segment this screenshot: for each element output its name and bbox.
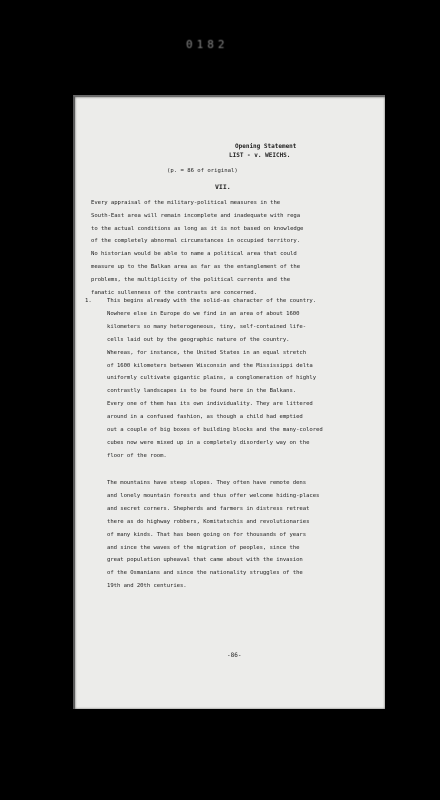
text-line: Every one of them has its own individuality. They are littered <box>107 401 313 408</box>
text-line: great population upheaval that came about with the invasion <box>107 557 303 564</box>
header-case-name: LIST - v. WEICHS. <box>229 152 291 159</box>
page-number: -86- <box>227 652 242 659</box>
text-line: kilometers so many heterogeneous, tiny, self-contained life- <box>107 323 307 330</box>
text-line: cubes now were mixed up in a completely disorderly way on the <box>107 439 310 446</box>
microfilm-frame-number: 0182 <box>186 38 229 51</box>
text-line: cells laid out by the geographic nature of the country. <box>107 336 290 343</box>
text-line: floor of the room. <box>107 452 167 459</box>
document-page <box>73 95 385 709</box>
text-line: of many kinds. That has been going on for thousands of years <box>107 531 307 538</box>
text-line: and secret corners. Shepherds and farmers in distress retreat <box>107 505 310 512</box>
text-line: No historian would be able to name a political area that could <box>91 251 297 258</box>
section-heading: VII. <box>215 183 231 191</box>
text-line: of the Osmanians and since the nationality struggles of the <box>107 570 303 577</box>
text-line: South-East area will remain incomplete and inadequate with rega <box>91 212 301 219</box>
text-line: there as do highway robbers, Komitatschis and revolutionaries <box>107 518 310 525</box>
header-opening-statement: Opening Statement <box>235 143 297 150</box>
text-line: of the completely abnormal circumstances in occupied territory. <box>91 238 301 245</box>
text-line: Every appraisal of the military-political measures in the <box>91 200 281 206</box>
text-line: fanatic sullenness of the contrasts are concerned. <box>91 289 257 296</box>
document-text-area <box>87 97 379 709</box>
text-line: problems, the multiplicity of the political currents and the <box>91 276 291 283</box>
original-page-reference: (p. = 86 of original) <box>167 168 238 174</box>
text-line: measure up to the Balkan area as far as the entanglement of the <box>91 264 301 270</box>
text-line: Nowhere else in Europe do we find in an area of about 1600 <box>107 310 300 317</box>
text-line: This begins already with the solid-as character of the country. <box>107 298 317 304</box>
text-line: of 1600 kilometers between Wisconsin and the Mississippi delta <box>107 362 313 369</box>
text-line: The mountains have steep slopes. They often have remote dens <box>107 480 307 486</box>
text-line: and lonely mountain forests and thus offer welcome hiding-places <box>107 492 320 499</box>
text-line: uniformly cultivate gigantic plains, a conglomeration of highly <box>107 375 317 382</box>
item-number: 1. <box>85 298 92 304</box>
text-line: 19th and 20th centuries. <box>107 583 187 590</box>
text-line: and since the waves of the migration of peoples, since the <box>107 544 300 551</box>
text-line: Whereas, for instance, the United States in an equal stretch <box>107 349 307 356</box>
text-line: contrastly landscapes is to be found here in the Balkans. <box>107 388 297 395</box>
text-line: to the actual conditions as long as it is not based on knowledge <box>91 225 304 232</box>
text-line: out a couple of big boxes of building blocks and the many-colored <box>107 427 323 433</box>
text-line: around in a confused fashion, as though a child had emptied <box>107 414 303 421</box>
